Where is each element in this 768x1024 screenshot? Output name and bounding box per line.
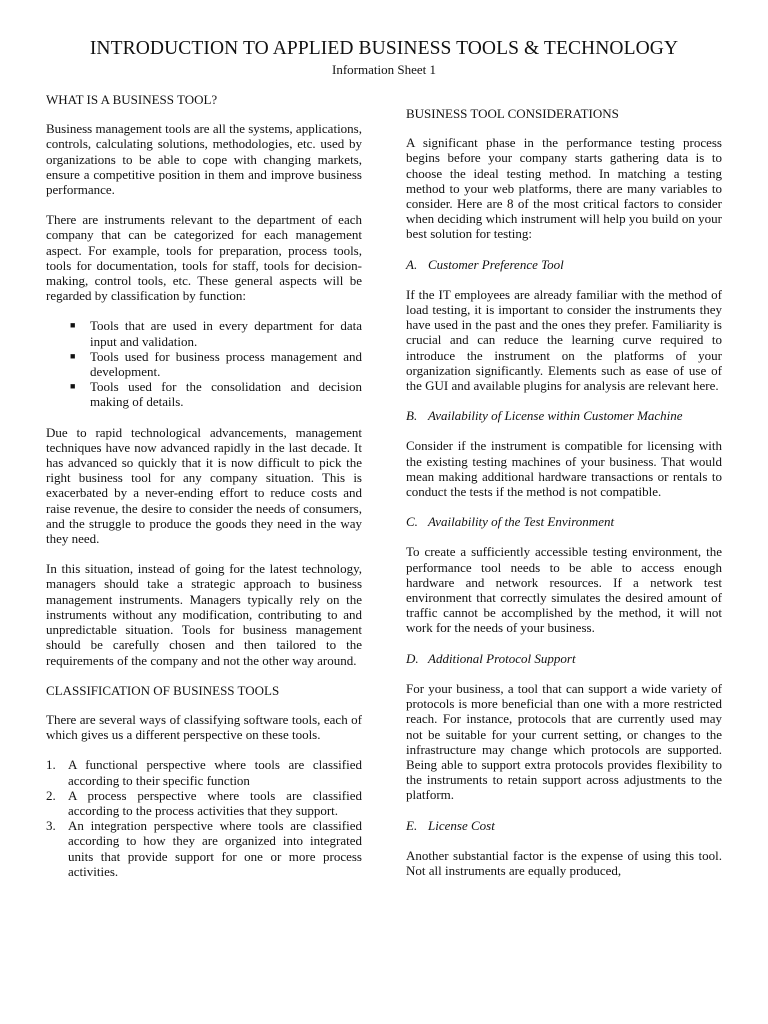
paragraph: To create a sufficiently accessible testing environment, the performance tool needs to be able to access enough hardware and network resources. If a network test environment that correctly simulates the desired amount of traffic cannot be accomplished by the method, it will not work for the needs of your business.	[406, 544, 722, 636]
page-title: INTRODUCTION TO APPLIED BUSINESS TOOLS & TECHNOLOGY	[89, 38, 679, 59]
subheading-a: A. Customer Preference Tool	[406, 256, 564, 272]
page-subtitle: Information Sheet 1	[332, 62, 436, 77]
left-column	[46, 92, 362, 879]
heading-classification: CLASSIFICATION OF BUSINESS TOOLS	[46, 682, 280, 698]
list-item: 3. An integration perspective where tools are classified according to how they are organized into integrated units that provide support for one or more process activities.	[46, 818, 362, 879]
heading-considerations: BUSINESS TOOL CONSIDERATIONS	[406, 106, 619, 121]
right-column	[406, 106, 722, 893]
subheading-b: B. Availability of License within Customer Machine	[406, 408, 683, 424]
paragraph: Due to rapid technological advancements, management techniques have now advanced rapidly in the last decade. It has advanced so quickly that it is now difficult to pick the right business tool for any company situation. This is exacerbated by a never-ending effort to reduce costs and raise revenue, the desire to consider the needs of consumers, and the struggle to produce the goods they need in the way they need.	[46, 424, 362, 547]
paragraph: In this situation, instead of going for the latest technology, managers should take a strategic approach to business management instruments. Managers typically rely on the instruments without any modification, contributing to and unpredictable situation. Tools for business management should be carefully chosen and then tailored to the requirements of the company and not the other way around.	[46, 561, 362, 668]
list-item: ■ Tools used for the consolidation and decision making of details.	[46, 379, 362, 409]
numbered-list	[46, 757, 362, 879]
paragraph: A significant phase in the performance testing process begins before your company starts gathering data is to choose the ideal testing method. In matching a testing method to your web platforms, there are many variables to consider. Here are 8 of the most critical factors to consider when deciding which instrument will help you build on your best solution for testing:	[406, 135, 722, 242]
paragraph: Business management tools are all the systems, applications, controls, calculating solutions, methodologies, etc. used by organizations to be able to cope with changing markets, ensure a competitive position in them and improve business performance.	[46, 121, 362, 198]
paragraph: If the IT employees are already familiar with the method of load testing, it is important to consider the instruments they have used in the past and the ones they prefer. Familiarity is crucial and can reduce the learning curve required to introduce the instrument on the platforms of your organization significantly. Elements such as ease of use of the GUI and available plugins for analysis are relevant here.	[406, 286, 722, 394]
subheading-d: D. Additional Protocol Support	[406, 650, 576, 666]
paragraph: There are several ways of classifying software tools, each of which gives us a different perspective on these tools.	[46, 711, 362, 743]
paragraph: For your business, a tool that can support a wide variety of protocols is more beneficial than one with a more restricted reach. For instance, protocols that are currently used may not be suitable for your current setting, or changes to the infrastructure may change which protocols are supported. Being able to support extra protocols provides flexibility to the instruments to retain support across adjustments to the platform.	[406, 680, 722, 803]
bullet-square-icon: ■	[70, 320, 76, 331]
list-item: 1. A functional perspective where tools are classified according to their specific function	[46, 757, 362, 788]
subheading-e: E. License Cost	[406, 817, 495, 833]
list-item: ■ Tools that are used in every department for data input and validation.	[46, 318, 362, 348]
subheading-c: C. Availability of the Test Environment	[406, 514, 615, 530]
list-item: 2. A process perspective where tools are classified according to the process activities that they support.	[46, 787, 362, 818]
list-item: ■ Tools used for business process management and development.	[46, 349, 362, 379]
paragraph: Another substantial factor is the expense of using this tool. Not all instruments are equally produced,	[406, 847, 722, 878]
bullet-square-icon: ■	[70, 350, 76, 361]
paragraph: There are instruments relevant to the department of each company that can be categorized for each management aspect. For example, tools for preparation, process tools, tools for documentation, tools for staff, tools for decision-making, control tools, etc. These general aspects will be regarded by classification by function:	[46, 212, 362, 304]
bullet-square-icon: ■	[70, 381, 76, 392]
heading-what-is-business-tool: WHAT IS A BUSINESS TOOL?	[46, 92, 218, 107]
paragraph: Consider if the instrument is compatible for licensing with the existing testing machines of your business. That would mean making additional hardware transactions or rentals to conduct the tests if the method is not compatible.	[406, 438, 722, 500]
bullet-list	[46, 318, 362, 409]
